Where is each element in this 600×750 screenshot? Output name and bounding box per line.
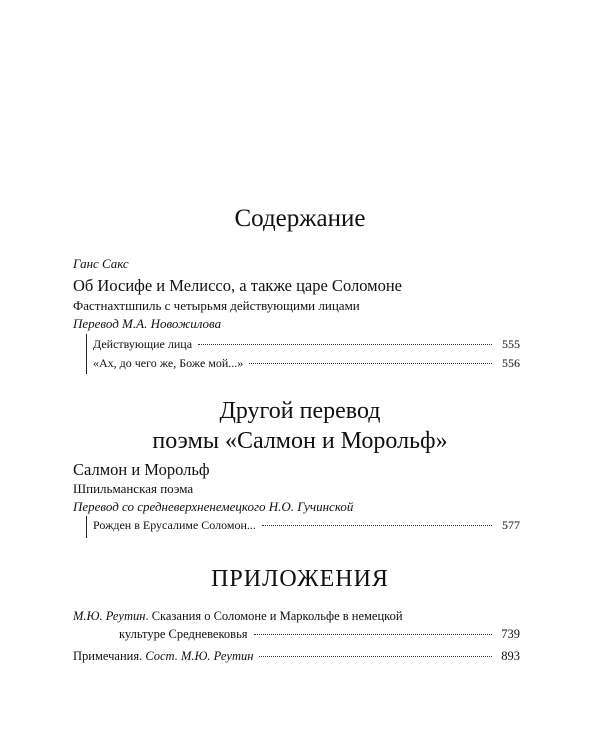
- appendix-entry-1-line1[interactable]: [73, 609, 520, 624]
- toc-entry-label: Рожден в Ерусалиме Соломон...: [93, 518, 256, 532]
- appendix-entry-2-label: [73, 649, 253, 664]
- section1-work-title: Об Иосифе и Мелиссо, а также царе Соломоне: [73, 276, 402, 295]
- section1-genre: Фастнахтшпиль с четырьмя действующими лицами: [73, 298, 360, 313]
- leader-dots: [249, 363, 492, 364]
- contents-title: Содержание: [234, 205, 366, 232]
- toc-entry-page: 555: [502, 337, 520, 351]
- leader-dots: [254, 634, 492, 635]
- toc-entry[interactable]: [93, 356, 520, 374]
- appendix-entry-2-title: Примечания.: [73, 649, 146, 663]
- leader-dots: [259, 656, 492, 657]
- appendix-entry-1-title: . Сказания о Соломоне и Маркольфе в немецкой: [145, 609, 403, 623]
- section1-translator: Перевод М.А. Новожилова: [73, 316, 222, 331]
- leader-dots: [198, 344, 492, 345]
- toc-entry[interactable]: [93, 337, 520, 355]
- appendix-entry-2-compiler: Сост. М.Ю. Реутин: [145, 649, 254, 663]
- section1-rule: [86, 334, 87, 374]
- section2-rule: [86, 516, 87, 538]
- section2-work-title: Салмон и Морольф: [73, 460, 210, 479]
- appendix-entry-1-line2[interactable]: [119, 627, 520, 645]
- section2-translator: Перевод со средневерхненемецкого Н.О. Гучинской: [73, 499, 354, 514]
- toc-entry-label: «Ах, до чего же, Боже мой...»: [93, 356, 244, 370]
- toc-entry-label: Действующие лица: [93, 337, 193, 351]
- appendix-entry-1-author: М.Ю. Реутин: [73, 609, 146, 623]
- appendix-heading: ПРИЛОЖЕНИЯ: [211, 566, 389, 592]
- leader-dots: [262, 525, 492, 526]
- appendix-entry-1-page: 739: [501, 627, 520, 641]
- toc-entry-page: 556: [502, 356, 520, 370]
- section2-heading-line1: Другой перевод: [219, 398, 381, 424]
- section2-heading-line2: поэмы «Салмон и Морольф»: [152, 428, 448, 454]
- toc-entry[interactable]: [93, 518, 520, 536]
- appendix-entry-2-page: 893: [501, 649, 520, 663]
- toc-entry-page: 577: [502, 518, 520, 532]
- section1-author: Ганс Сакс: [73, 256, 129, 271]
- section2-genre: Шпильманская поэма: [73, 481, 194, 496]
- appendix-entry-2[interactable]: [73, 649, 520, 667]
- appendix-entry-1-title-cont: культуре Средневековья: [119, 627, 248, 641]
